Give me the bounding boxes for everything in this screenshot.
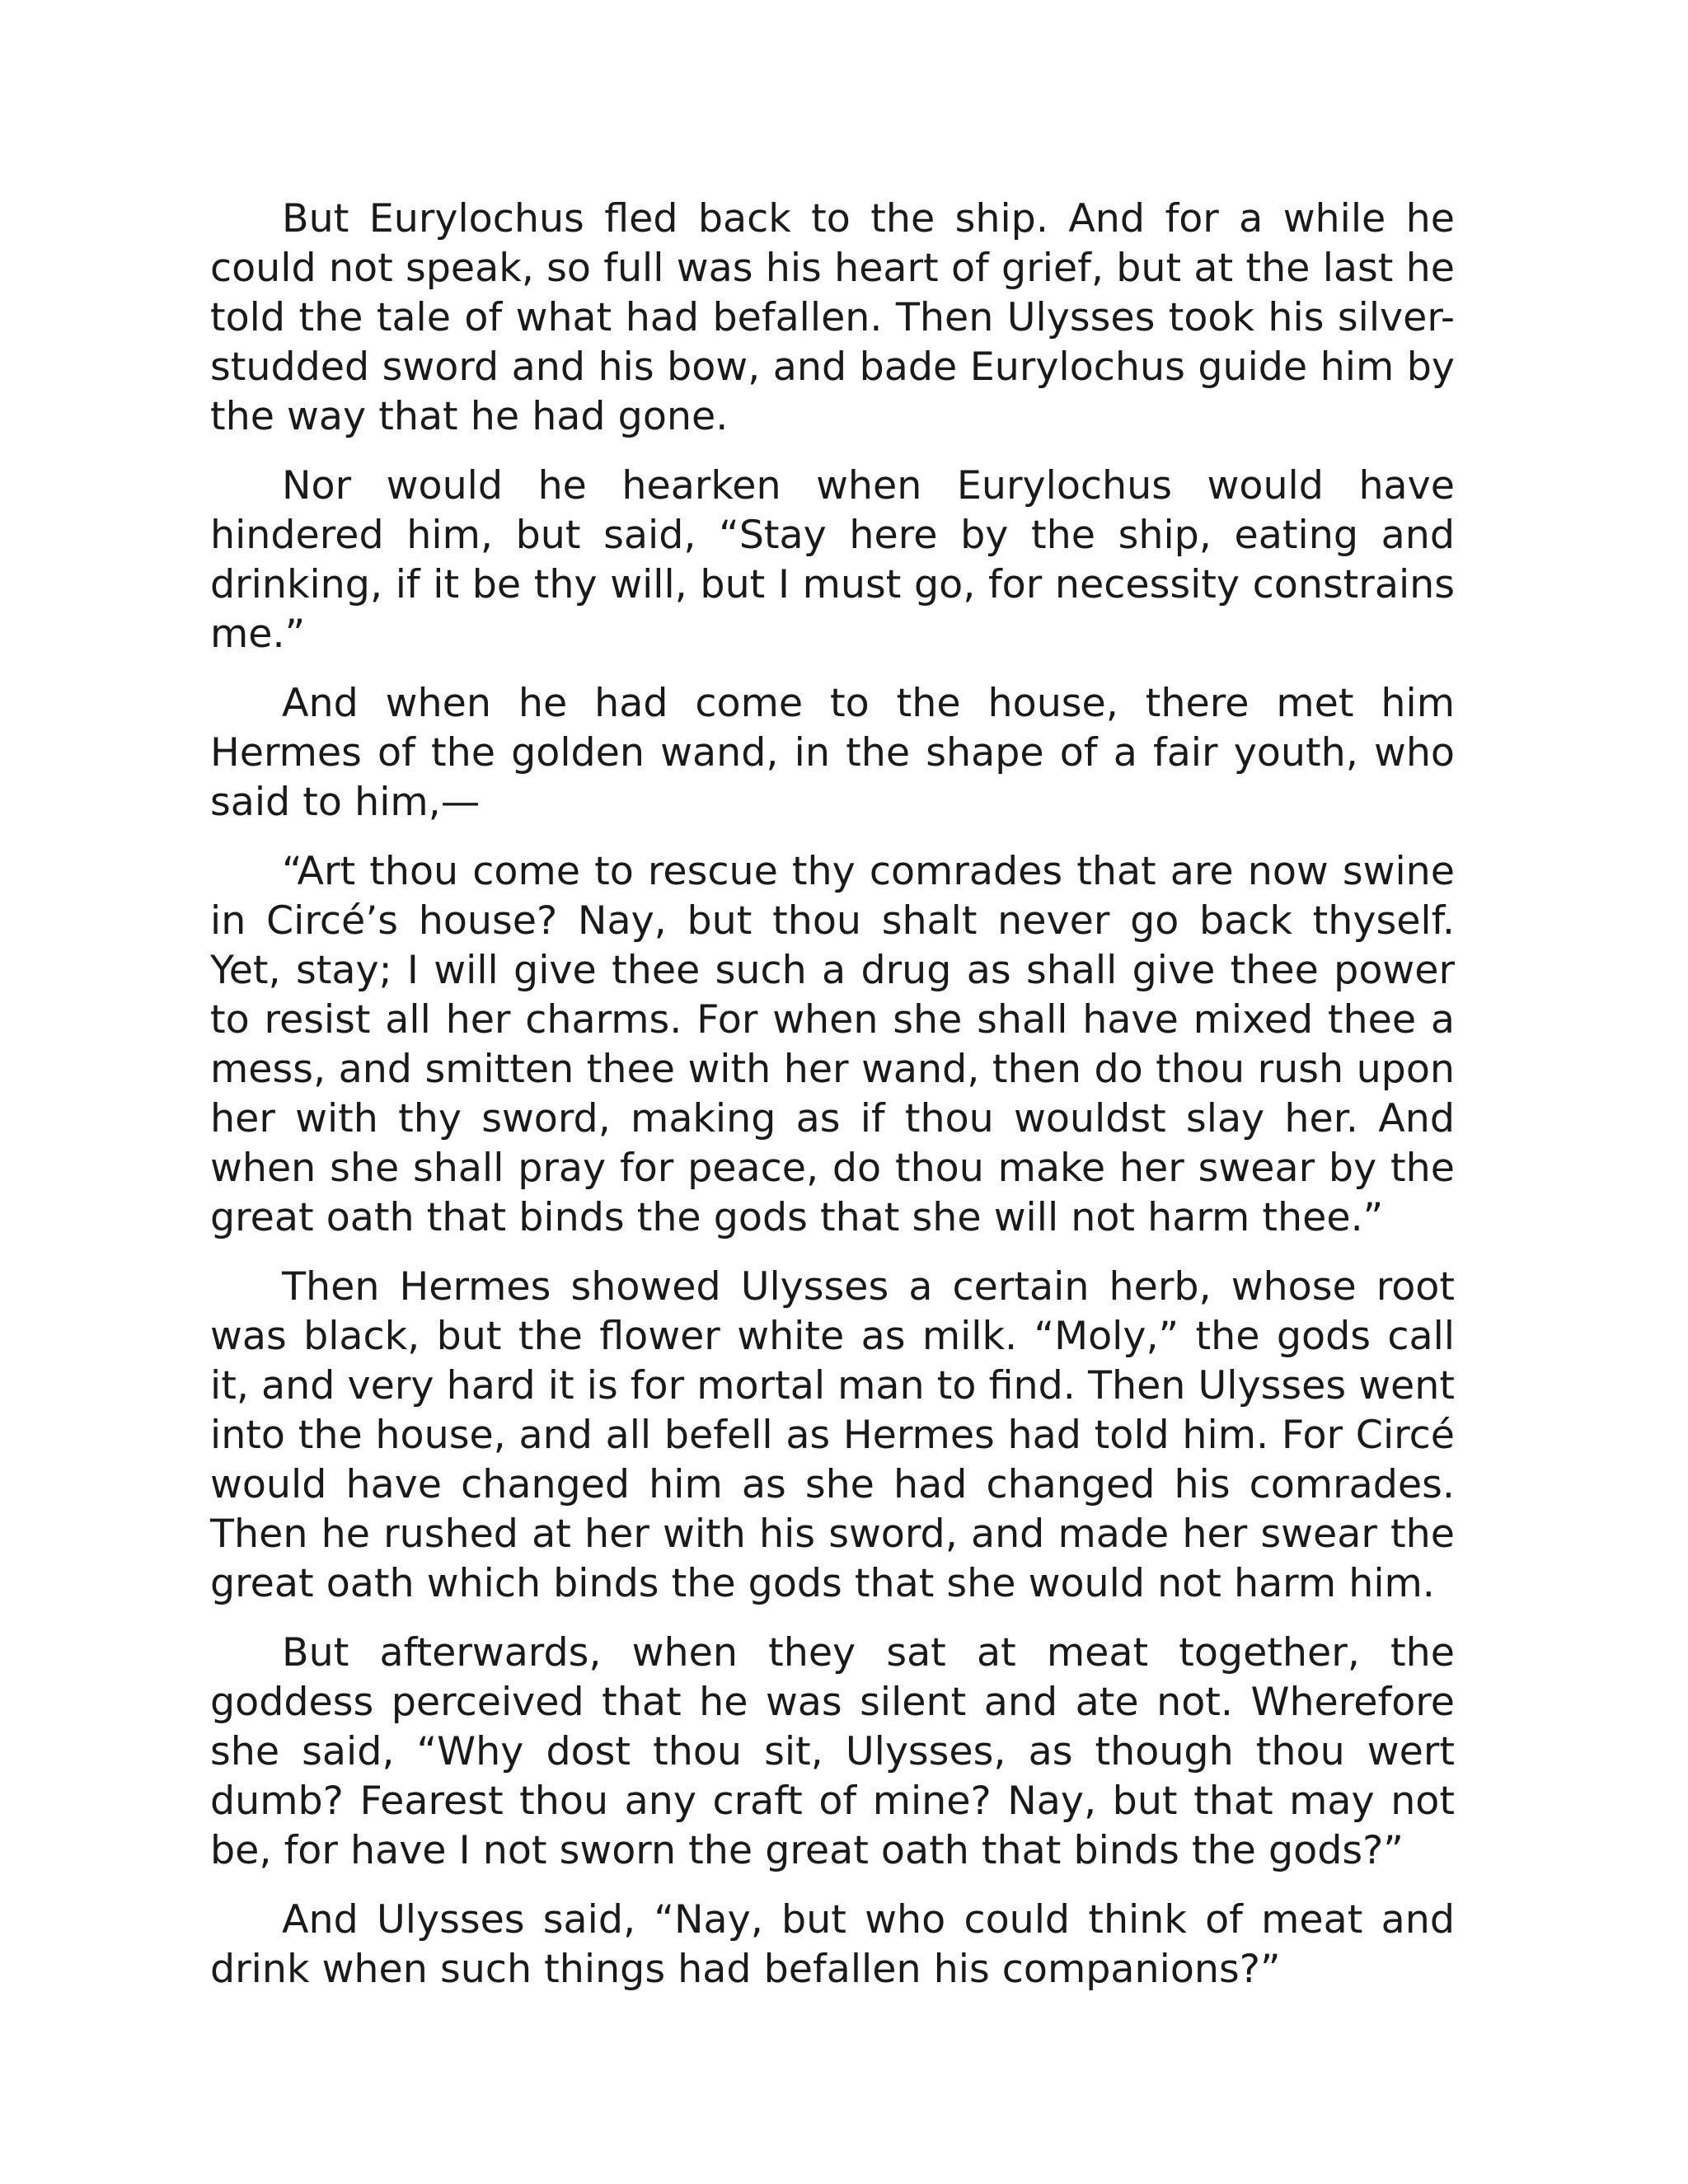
paragraph: And Ulysses said, “Nay, but who could think of meat and drink when such things had befallen his companions?” xyxy=(210,1897,1455,1992)
paragraph: Then Hermes showed Ulysses a certain herb, whose root was black, but the flower white as milk. “Moly,” the gods call it, and very hard it is for mortal man to find. Then Ulysses went into the house, and all befell as Hermes had told him. For Circé would have changed him as she had changed his comrades. Then he rushed at her with his sword, and made her swear the great oath which binds the gods that she would not harm him. xyxy=(210,1264,1455,1606)
paragraph: But Eurylochus fled back to the ship. And for a while he could not speak, so full was his heart of grief, but at the last he told the tale of what had befallen. Then Ulysses took his silver-studded sword and his bow, and bade Eurylochus guide him by the way that he had gone. xyxy=(210,196,1455,439)
paragraph: And when he had come to the house, there met him Hermes of the golden wand, in the shape of a fair youth, who said to him,— xyxy=(210,681,1455,825)
paragraph: Nor would he hearken when Eurylochus would have hindered him, but said, “Stay here by the ship, eating and drinking, if it be thy will, but I must go, for necessity constrains me.” xyxy=(210,463,1455,657)
paragraph: “Art thou come to rescue thy comrades that are now swine in Circé’s house? Nay, but thou shalt never go back thyself. Yet, stay; I will give thee such a drug as shall give thee power to resist all her charms. For when she shall have mixed thee a mess, and smitten thee with her wand, then do thou rush upon her with thy sword, making as if thou wouldst slay her. And when she shall pray for peace, do thou make her swear by the great oath that binds the gods that she will not harm thee.” xyxy=(210,849,1455,1240)
paragraph: But afterwards, when they sat at meat together, the goddess perceived that he was silent and ate not. Wherefore she said, “Why dost thou sit, Ulysses, as though thou wert dumb? Fearest thou any craft of mine? Nay, but that may not be, for have I not sworn the great oath that binds the gods?” xyxy=(210,1630,1455,1873)
page-body xyxy=(210,194,1455,2014)
